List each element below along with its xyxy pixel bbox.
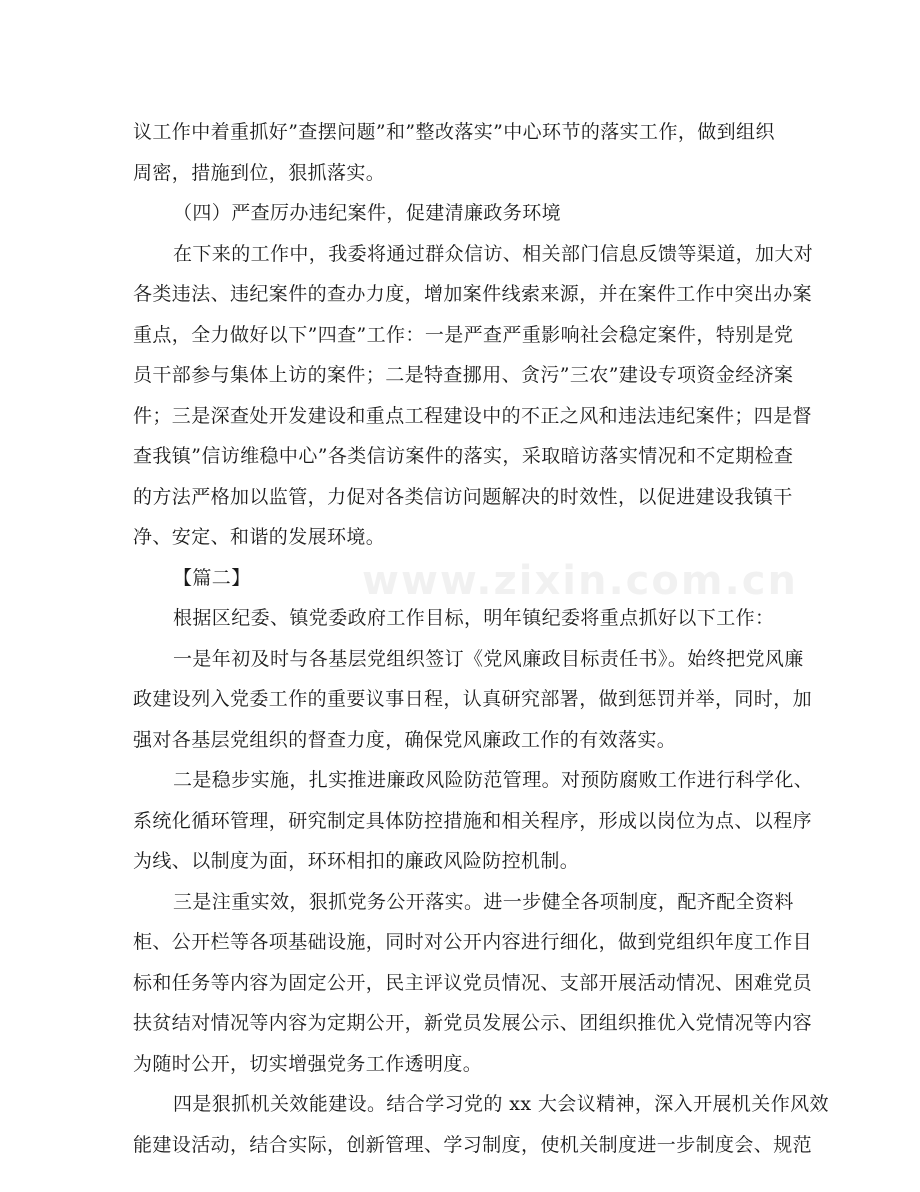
text-line: 二是稳步实施，扎实推进廉政风险防范管理。对预防腐败工作进行科学化、 (173, 769, 814, 791)
text-line: 系统化循环管理，研究制定具体防控措施和相关程序，形成以岗位为点、以程序 (133, 809, 813, 832)
text-line: 为随时公开，切实增强党务工作透明度。 (133, 1052, 483, 1075)
document-body (133, 112, 829, 1165)
text-line: 四是狠抓机关效能建设。结合学习党的 xx 大会议精神，深入开展机关作风效 (173, 1093, 829, 1115)
text-line: 能建设活动，结合实际，创新管理、学习制度，使机关制度进一步制度会、规范 (133, 1133, 813, 1156)
text-line: 重点，全力做好以下”四查”工作：一是严查严重影响社会稳定案件，特别是党 (133, 323, 794, 346)
text-line: 标和任务等内容为固定公开，民主评议党员情况、支部开展活动情况、困难党员 (133, 971, 813, 994)
text-line: 【篇二】 (173, 566, 251, 589)
text-line: 件；三是深查处开发建设和重点工程建设中的不正之风和违法违纪案件；四是督 (133, 404, 813, 427)
watermark: www.zixin.com.cn (362, 558, 798, 604)
text-line: 扶贫结对情况等内容为定期公开，新党员发展公示、团组织推优入党情况等内容 (133, 1012, 813, 1034)
text-line: 根据区纪委、镇党委政府工作目标，明年镇纪委将重点抓好以下工作： (173, 607, 775, 629)
text-line: 在下来的工作中，我委将通过群众信访、相关部门信息反馈等渠道，加大对 (173, 242, 814, 265)
text-line: （四）严查厉办违纪案件，促建清廉政务环境 (173, 202, 562, 224)
text-line: 各类违法、违纪案件的查办力度，增加案件线索来源，并在案件工作中突出办案 (133, 283, 813, 305)
text-line: 政建设列入党委工作的重要议事日程，认真研究部署，做到惩罚并举，同时，加 (133, 688, 813, 710)
text-line: 三是注重实效，狠抓党务公开落实。进一步健全各项制度，配齐配全资料 (173, 890, 794, 913)
text-line: 议工作中着重抓好”查摆问题”和”整改落实”中心环节的落实工作，做到组织 (133, 121, 775, 143)
text-line: 的方法严格加以监管，力促对各类信访问题解决的时效性，以促进建设我镇干 (133, 485, 793, 508)
text-line: 柜、公开栏等各项基础设施，同时对公开内容进行细化，做到党组织年度工作目 (133, 931, 813, 953)
text-line: 一是年初及时与各基层党组织签订《党风廉政目标责任书》。始终把党风廉 (173, 647, 804, 670)
text-line: 查我镇”信访维稳中心”各类信访案件的落实，采取暗访落实情况和不定期检查 (133, 445, 794, 467)
text-line: 净、安定、和谐的发展环境。 (133, 526, 386, 548)
text-line: 周密，措施到位，狠抓落实。 (133, 161, 386, 184)
text-line: 员干部参与集体上访的案件；二是特查挪用、贪污”三农”建设专项资金经济案 (133, 364, 794, 386)
text-line: 为线、以制度为面，环环相扣的廉政风险防控机制。 (133, 850, 580, 872)
text-line: 强对各基层党组织的督查力度，确保党风廉政工作的有效落实。 (133, 728, 677, 751)
